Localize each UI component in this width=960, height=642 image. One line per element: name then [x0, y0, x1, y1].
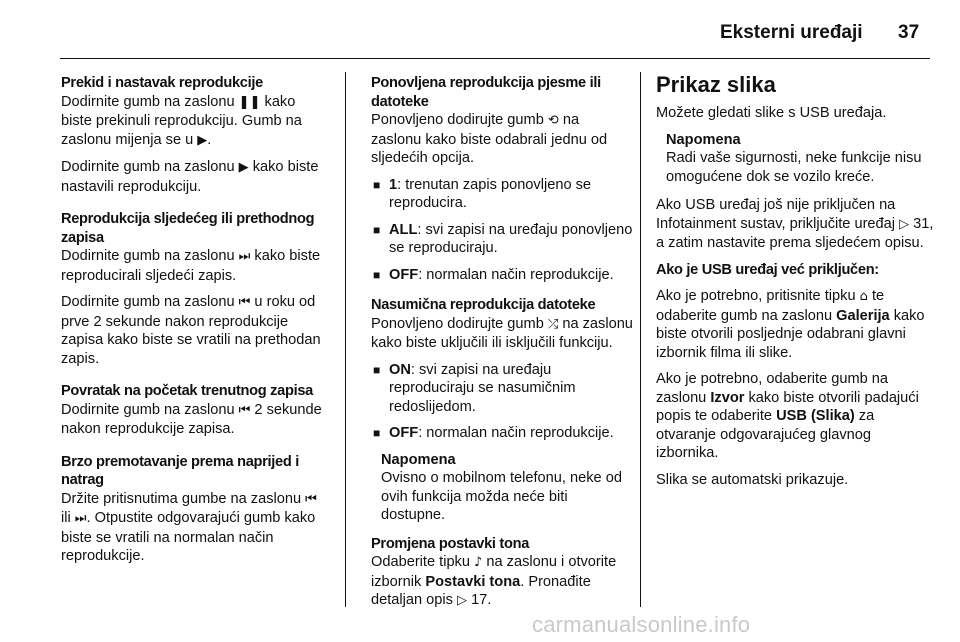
shuffle-icon: ⤮ [547, 316, 559, 332]
paragraph: Odaberite tipku ♪ na zaslonu i otvorite izbornik Postavki tona. Pronađite detaljan opis ▷ 17. [371, 554, 617, 608]
paragraph: Dodirnite gumb na zaslonu ▶ kako biste nastavili reprodukciju. [61, 159, 319, 195]
chapter-title: Eksterni uređaji [720, 22, 863, 43]
column-divider-1 [345, 72, 346, 607]
section-title-fast-forward: Brzo premotavanje prema naprijed i natrag [61, 453, 299, 488]
pause-icon: ❚❚ [238, 94, 261, 110]
header-divider [60, 58, 930, 59]
paragraph: Dodirnite gumb na zaslonu ❚❚ kako biste prekinuli reprodukciju. Gumb na zaslonu mijenja se u ▶. [61, 93, 302, 148]
paragraph: Ako je potrebno, odaberite gumb na zaslonu Izvor kako biste otvorili padajući popis te odaberite USB (Slika) za otvaranje odgovarajućeg glavnog izbornika. [656, 371, 919, 461]
previous-track-icon: ⏮ [305, 491, 317, 507]
note-title: Napomena [381, 451, 456, 468]
page-reference-icon: ▷ [899, 216, 910, 232]
watermark: carmanualsonline.info [532, 612, 751, 637]
note-text: Radi vaše sigurnosti, neke funkcije nisu omogućene dok se vozilo kreće. [666, 150, 922, 185]
repeat-icon: ⟲ [547, 113, 559, 128]
list-item: ■ OFF: normalan način reprodukcije. [371, 424, 633, 443]
note-box [371, 451, 633, 525]
column-divider-2 [640, 72, 641, 607]
play-icon: ▶ [238, 160, 249, 175]
section-title-restart: Povratak na početak trenutnog zapisa [61, 383, 313, 399]
paragraph: Slika se automatski prikazuje. [656, 471, 849, 488]
column-1 [61, 72, 329, 574]
shuffle-options-list [371, 361, 633, 443]
section-title-next-prev: Reprodukcija sljedećeg ili prethodnog zapisa [61, 211, 315, 246]
paragraph: Ako je potrebno, pritisnite tipku ⌂ te odaberite gumb na zaslonu Galerija kako biste otvorili posljednje odabrani glavni izbornik filma ili slike. [656, 288, 925, 361]
note-title: Napomena [666, 131, 741, 148]
section-title-repeat: Ponovljena reprodukcija pjesme ili datoteke [371, 75, 601, 110]
list-item: ■ ALL: svi zapisi na uređaju ponovljeno se reproduciraju. [371, 221, 633, 258]
list-item: ■ ON: svi zapisi na uređaju reproduciraju se nasumičnim redoslijedom. [371, 361, 633, 417]
paragraph: Dodirnite gumb na zaslonu ⏭ kako biste reproducirali sljedeći zapis. [61, 248, 321, 284]
list-item: ■ OFF: normalan način reprodukcije. [371, 266, 633, 285]
section-title-tone-settings: Promjena postavki tona [371, 535, 530, 552]
paragraph: Ako USB uređaj još nije priključen na Infotainment sustav, priključite uređaj ▷ 31, a zatim nastavite prema sljedećem opisu. [656, 197, 934, 251]
section-title-pause: Prekid i nastavak reprodukcije [61, 75, 263, 91]
next-track-icon: ⏭ [74, 511, 87, 526]
repeat-options-list [371, 176, 633, 285]
previous-track-icon: ⏮ [238, 402, 251, 418]
column-3 [656, 72, 934, 497]
next-track-icon: ⏭ [238, 249, 251, 264]
note-text: Ovisno o mobilnom telefonu, neke od ovih funkcija možda neće biti dostupne. [381, 470, 622, 523]
home-icon: ⌂ [859, 289, 868, 304]
section-title-shuffle: Nasumična reprodukcija datoteke [371, 297, 596, 313]
subsection-title: Ako je USB uređaj već priključen: [656, 261, 879, 278]
paragraph: Ponovljeno dodirujte gumb ⟲ na zaslonu kako biste odabrali jednu od sljedećih opcija. [371, 112, 608, 166]
note-box [656, 131, 934, 187]
page-number: 37 [898, 22, 920, 43]
column-2 [371, 72, 633, 619]
paragraph: Možete gledati slike s USB uređaja. [656, 105, 887, 121]
paragraph: Dodirnite gumb na zaslonu ⏮ u roku od prve 2 sekunde nakon reprodukcije zapisa kako biste se vratili na prethodan zapis. [61, 294, 321, 367]
paragraph: Držite pritisnutima gumbe na zaslonu ⏮ ili ⏭. Otpustite odgovarajući gumb kako biste se vratili na normalan način reprodukcije. [61, 490, 317, 564]
previous-track-icon: ⏮ [238, 295, 251, 310]
paragraph: Ponovljeno dodirujte gumb ⤮ na zaslonu kako biste uključili ili isključili funkciju. [371, 315, 633, 351]
section-heading-pictures: Prikaz slika [656, 72, 776, 97]
play-icon: ▶ [197, 132, 208, 148]
paragraph: Dodirnite gumb na zaslonu ⏮ 2 sekunde nakon reprodukcije zapisa. [61, 401, 322, 437]
page-reference-icon: ▷ [457, 593, 468, 608]
tone-icon: ♪ [474, 555, 483, 570]
list-item: ■ 1: trenutan zapis ponovljeno se reproducira. [371, 176, 633, 213]
